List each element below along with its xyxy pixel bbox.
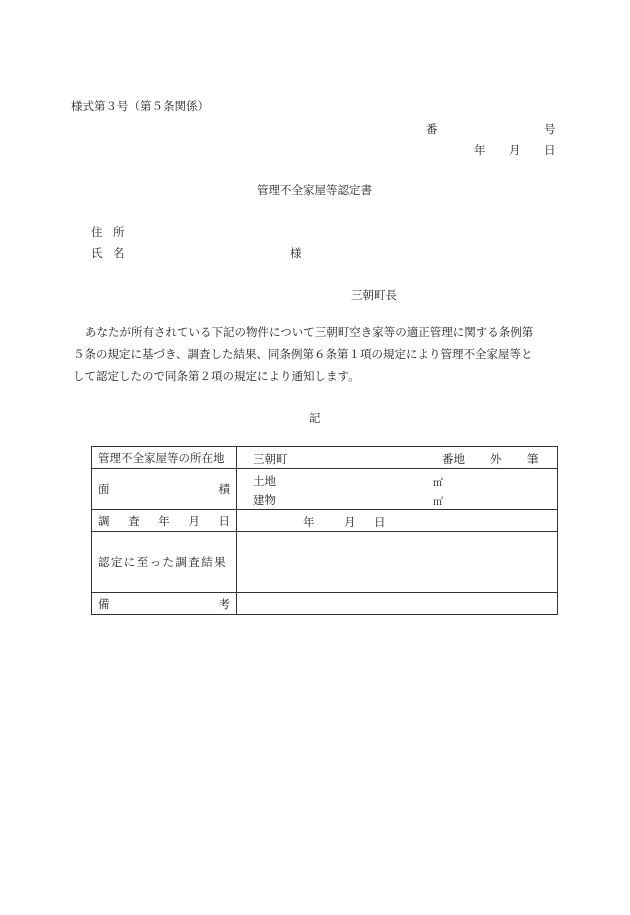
survey-label-char: 年 <box>158 513 170 528</box>
date-year: 年 <box>474 143 486 157</box>
survey-label-char: 査 <box>128 513 140 528</box>
location-row <box>92 447 558 469</box>
survey-date-day: 日 <box>374 514 386 529</box>
location-value <box>237 447 558 469</box>
area-land-unit: ㎡ <box>433 478 443 489</box>
location-hitsu: 筆 <box>527 451 539 466</box>
body-line-1: あなたが所有されている下記の物件について三朝町空き家等の適正管理に関する条例第 <box>85 325 534 339</box>
remarks-value <box>237 593 558 615</box>
reference-go: 号 <box>544 122 556 136</box>
record-table <box>91 446 558 615</box>
document-title: 管理不全家屋等認定書 <box>257 183 372 197</box>
area-land-label: 土地 <box>253 474 276 488</box>
date-day: 日 <box>544 143 556 157</box>
body-line-2: ５条の規定に基づき、調査した結果、同条例第６条第１項の規定により管理不全家屋等と <box>73 347 533 361</box>
honorific: 様 <box>290 246 302 260</box>
remarks-row <box>92 593 558 615</box>
issuer: 三朝町長 <box>351 288 397 302</box>
survey-date-value <box>237 510 558 532</box>
location-label: 管理不全家屋等の所在地 <box>92 447 237 469</box>
area-building-unit: ㎡ <box>433 497 443 508</box>
location-hoka: 外 <box>490 451 502 466</box>
result-value <box>237 532 558 593</box>
survey-label-char: 調 <box>98 513 110 528</box>
form-number: 様式第３号（第５条関係） <box>71 99 209 113</box>
area-building-label: 建物 <box>253 493 276 507</box>
remarks-label-2: 考 <box>218 596 230 611</box>
survey-date-month: 月 <box>344 514 356 529</box>
survey-date-label <box>92 510 237 532</box>
area-label-1: 面 <box>98 482 110 496</box>
area-label <box>92 469 237 510</box>
location-banchi: 番地 <box>442 451 465 466</box>
location-town: 三朝町 <box>253 451 288 466</box>
survey-date-year: 年 <box>303 514 315 529</box>
survey-label-char: 日 <box>218 513 230 528</box>
result-row <box>92 532 558 593</box>
survey-date-row <box>92 510 558 532</box>
area-row <box>92 469 558 510</box>
address-label-1: 住 <box>91 225 103 239</box>
name-label-1: 氏 <box>91 246 103 260</box>
body-line-3: して認定したので同条第２項の規定により通知します。 <box>73 369 360 383</box>
remarks-label-1: 備 <box>98 596 110 611</box>
area-value <box>237 469 558 510</box>
date-month: 月 <box>509 143 521 157</box>
survey-label-char: 月 <box>188 513 200 528</box>
name-label-2: 名 <box>113 246 125 260</box>
reference-ban: 番 <box>426 122 438 136</box>
area-label-2: 積 <box>218 482 230 496</box>
remarks-label <box>92 593 237 615</box>
result-label: 認定に至った調査結果 <box>92 532 237 593</box>
address-label-2: 所 <box>113 225 125 239</box>
ki-heading: 記 <box>309 411 321 425</box>
